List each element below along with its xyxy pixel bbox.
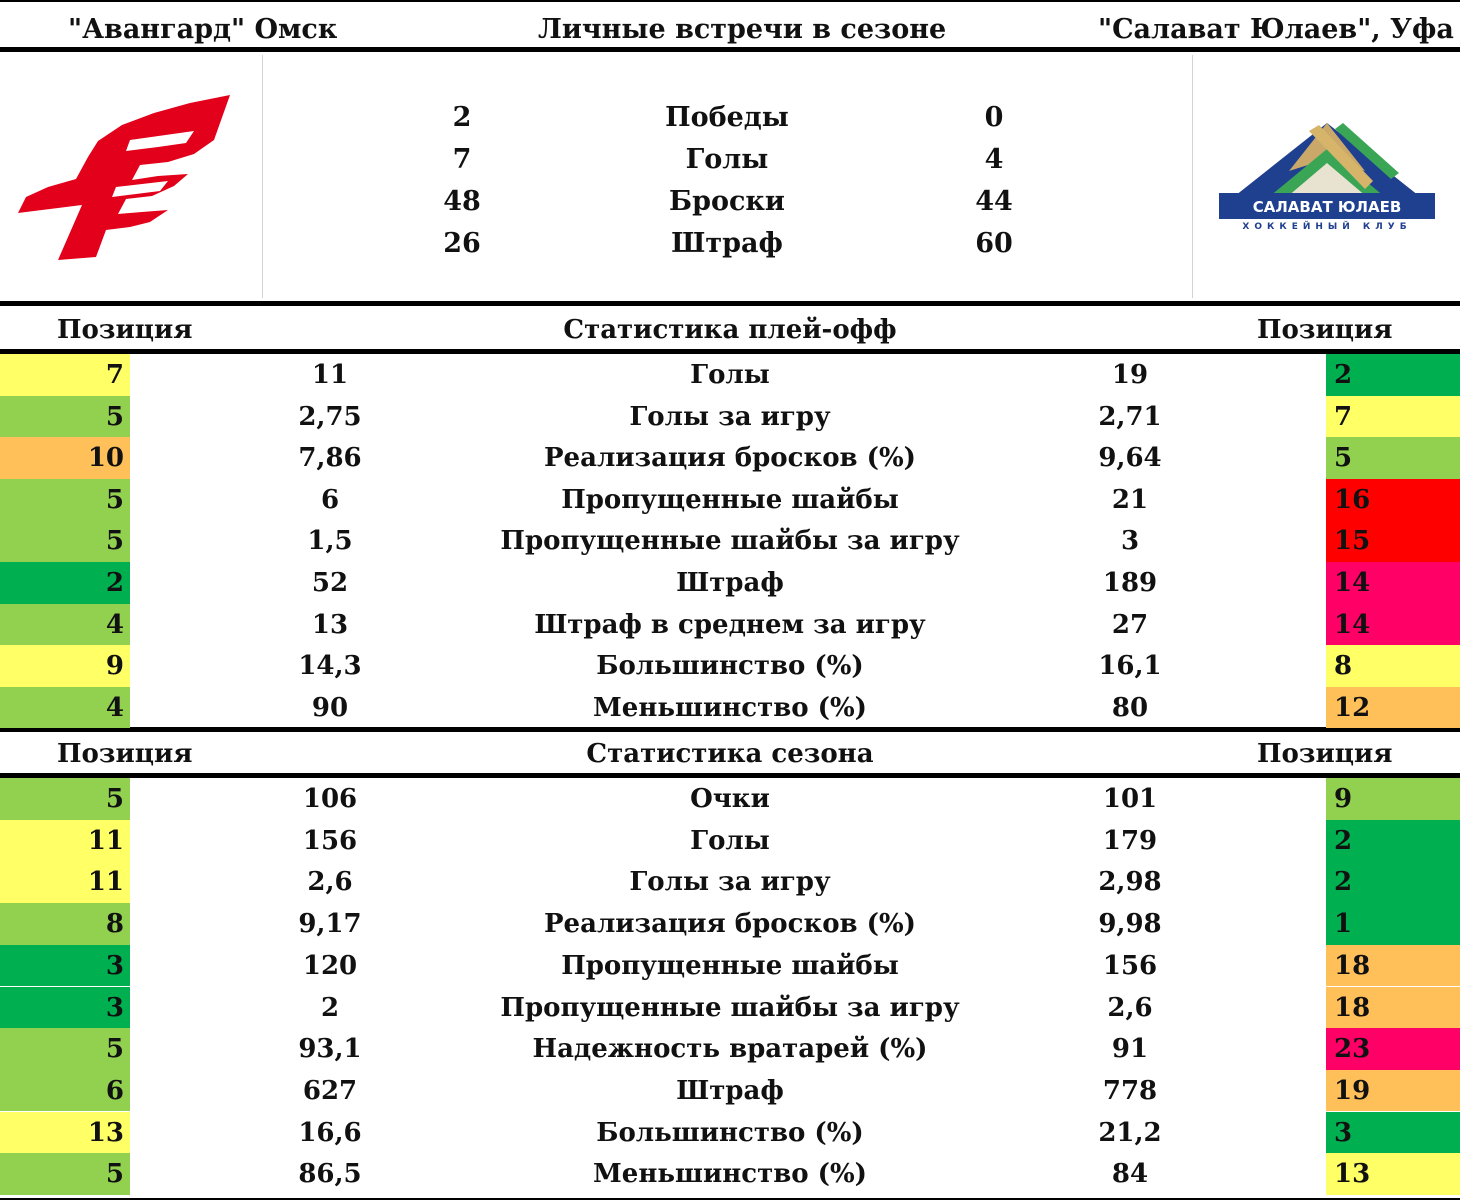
position-value-right: 3 [1334,1117,1353,1148]
stat-value-right: 19 [1111,360,1149,390]
stat-value-left: 13 [311,609,349,640]
position-value-right: 23 [1334,1034,1371,1065]
position-value-right: 8 [1334,651,1353,682]
h2h-row [262,228,1192,270]
stat-label: Меньшинство (%) [593,692,867,723]
stat-value-right: 778 [1102,1075,1158,1106]
stat-row [0,1028,1460,1070]
avangard-logo-icon [18,95,238,265]
position-cell-right [1326,645,1460,687]
position-cell-right [1326,778,1460,820]
stat-value-right: 156 [1102,950,1158,981]
stat-value-left: 106 [302,784,358,814]
position-value-right: 9 [1334,784,1353,814]
stat-value-right: 3 [1120,526,1140,557]
h2h-value-left: 26 [443,228,481,259]
position-cell-right [1326,687,1460,729]
stat-row [0,820,1460,862]
stat-value-left: 2,75 [298,401,362,432]
position-cell-left [0,396,130,438]
stat-value-left: 7,86 [298,443,362,474]
stat-value-right: 101 [1102,784,1158,814]
position-value-left: 7 [105,360,124,390]
position-value-right: 14 [1334,568,1371,598]
stat-value-right: 21 [1111,484,1149,515]
stat-value-right: 21,2 [1098,1117,1162,1148]
stat-row [0,562,1460,604]
position-value-right: 5 [1334,443,1353,474]
stat-label: Пропущенные шайбы за игру [500,992,960,1023]
stat-label: Большинство (%) [596,1117,864,1148]
stat-label: Надежность вратарей (%) [532,1034,928,1065]
position-value-left: 10 [87,443,124,474]
position-value-left: 9 [105,651,124,682]
rule-top [0,0,1460,2]
position-cell-left [0,903,130,945]
position-value-right: 19 [1334,1075,1371,1106]
position-value-left: 5 [105,484,124,515]
position-cell-left [0,861,130,903]
position-header-right: Позиция [1257,315,1393,345]
position-header-right: Позиция [1257,739,1393,769]
stat-label: Реализация бросков (%) [544,909,916,940]
stat-value-left: 627 [302,1075,358,1106]
stat-value-left: 93,1 [298,1034,362,1065]
position-value-left: 3 [105,950,124,981]
position-cell-left [0,604,130,646]
stat-value-right: 9,64 [1098,443,1162,474]
stat-value-left: 1,5 [307,526,353,557]
position-cell-left [0,1070,130,1112]
season-header [0,734,1460,772]
stat-label: Голы за игру [629,401,831,432]
h2h-value-right: 4 [984,144,1004,175]
position-value-right: 12 [1334,692,1371,723]
stat-value-left: 156 [302,825,358,856]
title-row [0,7,1460,49]
team-right-name: "Салават Юлаев", Уфа [1098,14,1454,45]
stat-label: Голы [690,360,770,390]
position-value-left: 5 [105,401,124,432]
position-cell-left [0,778,130,820]
logo-subtitle-text: ХОККЕЙНЫЙ КЛУБ [1242,222,1412,232]
stat-value-left: 2 [320,992,340,1023]
position-value-right: 14 [1334,609,1371,640]
position-cell-right [1326,1112,1460,1154]
position-value-left: 5 [105,1034,124,1065]
stat-label: Очки [690,784,770,814]
team-right-logo-box [1192,55,1460,298]
stat-label: Штраф [676,568,784,598]
position-cell-right [1326,396,1460,438]
stat-value-right: 2,98 [1098,867,1162,898]
position-value-right: 13 [1334,1159,1371,1190]
position-cell-left [0,687,130,729]
stat-row [0,1153,1460,1195]
position-value-right: 16 [1334,484,1371,515]
position-cell-right [1326,1070,1460,1112]
stat-label: Большинство (%) [596,651,864,682]
position-value-right: 7 [1334,401,1353,432]
position-cell-right [1326,903,1460,945]
position-cell-left [0,945,130,987]
h2h-label: Штраф [671,228,783,259]
h2h-label: Броски [669,186,785,217]
stat-value-left: 86,5 [298,1159,362,1190]
h2h-value-left: 7 [452,144,472,175]
stat-row [0,645,1460,687]
position-value-right: 2 [1334,825,1353,856]
stat-label: Пропущенные шайбы [561,484,899,515]
h2h-label: Голы [685,144,769,175]
position-value-right: 18 [1334,950,1371,981]
stat-row [0,903,1460,945]
team-left-name: "Авангард" Омск [68,14,338,45]
position-cell-right [1326,1028,1460,1070]
position-cell-right [1326,604,1460,646]
h2h-value-right: 0 [984,102,1004,133]
stat-label: Штраф [676,1075,784,1106]
stat-value-right: 2,6 [1107,992,1153,1023]
stat-row [0,687,1460,729]
stat-value-right: 179 [1102,825,1158,856]
stat-value-right: 16,1 [1098,651,1162,682]
stat-row [0,479,1460,521]
stat-row [0,1112,1460,1154]
position-cell-left [0,645,130,687]
position-cell-right [1326,520,1460,562]
stat-value-right: 2,71 [1098,401,1162,432]
stat-row [0,1070,1460,1112]
stat-value-left: 52 [311,568,349,598]
position-value-left: 6 [105,1075,124,1106]
position-value-left: 11 [87,867,124,898]
h2h-row [262,102,1192,144]
stat-value-right: 80 [1111,692,1149,723]
h2h-row [262,186,1192,228]
position-value-left: 5 [105,526,124,557]
position-cell-right [1326,945,1460,987]
position-value-left: 5 [105,1159,124,1190]
position-cell-left [0,820,130,862]
team-left-logo-box [0,55,263,298]
position-cell-right [1326,562,1460,604]
position-cell-left [0,1112,130,1154]
position-value-left: 8 [105,909,124,940]
position-cell-right [1326,820,1460,862]
stat-label: Реализация бросков (%) [544,443,916,474]
season-title: Статистика сезона [586,739,874,769]
position-cell-right [1326,861,1460,903]
h2h-value-left: 48 [443,186,481,217]
h2h-label: Победы [665,102,789,133]
stat-value-left: 120 [302,950,358,981]
stat-value-left: 9,17 [298,909,362,940]
stat-value-left: 11 [311,360,349,390]
stat-row [0,604,1460,646]
rule-bottom [0,1198,1460,1200]
position-value-right: 2 [1334,867,1353,898]
h2h-value-left: 2 [452,102,472,133]
position-header-left: Позиция [57,315,193,345]
h2h-value-right: 60 [975,228,1013,259]
stat-label: Голы за игру [629,867,831,898]
position-cell-right [1326,437,1460,479]
stat-value-right: 27 [1111,609,1149,640]
rule-under-h2h [0,301,1460,306]
stat-value-right: 9,98 [1098,909,1162,940]
position-value-right: 15 [1334,526,1371,557]
position-value-right: 2 [1334,360,1353,390]
position-cell-right [1326,354,1460,396]
stat-label: Пропущенные шайбы [561,950,899,981]
playoff-title: Статистика плей-офф [563,315,897,345]
position-value-left: 3 [105,992,124,1023]
stat-label: Штраф в среднем за игру [534,609,926,640]
position-cell-left [0,354,130,396]
stat-row [0,520,1460,562]
stat-row [0,778,1460,820]
position-value-left: 4 [105,609,124,640]
h2h-title: Личные встречи в сезоне [538,14,947,45]
stat-value-left: 90 [311,692,349,723]
position-cell-left [0,562,130,604]
stat-row [0,437,1460,479]
position-cell-left [0,479,130,521]
position-cell-right [1326,987,1460,1029]
position-cell-right [1326,1153,1460,1195]
position-cell-left [0,1153,130,1195]
stat-row [0,987,1460,1029]
stat-label: Голы [690,825,770,856]
stat-label: Пропущенные шайбы за игру [500,526,960,557]
position-value-right: 1 [1334,909,1353,940]
stat-value-right: 189 [1102,568,1158,598]
position-value-left: 5 [105,784,124,814]
position-header-left: Позиция [57,739,193,769]
stat-value-left: 2,6 [307,867,353,898]
position-cell-right [1326,479,1460,521]
stat-row [0,945,1460,987]
position-value-left: 2 [105,568,124,598]
salavat-yulaev-logo-icon [1215,119,1440,234]
stat-row [0,861,1460,903]
stat-row [0,396,1460,438]
position-cell-left [0,520,130,562]
stat-value-left: 14,3 [298,651,362,682]
position-cell-left [0,437,130,479]
logo-title-text: САЛАВАТ ЮЛАЕВ [1252,198,1402,216]
position-value-left: 13 [87,1117,124,1148]
position-value-right: 18 [1334,992,1371,1023]
stat-label: Меньшинство (%) [593,1159,867,1190]
stat-value-left: 6 [320,484,340,515]
stat-value-left: 16,6 [298,1117,362,1148]
position-cell-left [0,1028,130,1070]
stat-value-right: 84 [1111,1159,1149,1190]
position-cell-left [0,987,130,1029]
stat-row [0,354,1460,396]
playoff-header [0,310,1460,348]
h2h-value-right: 44 [975,186,1013,217]
position-value-left: 4 [105,692,124,723]
h2h-row [262,144,1192,186]
position-value-left: 11 [87,825,124,856]
stat-value-right: 91 [1111,1034,1149,1065]
